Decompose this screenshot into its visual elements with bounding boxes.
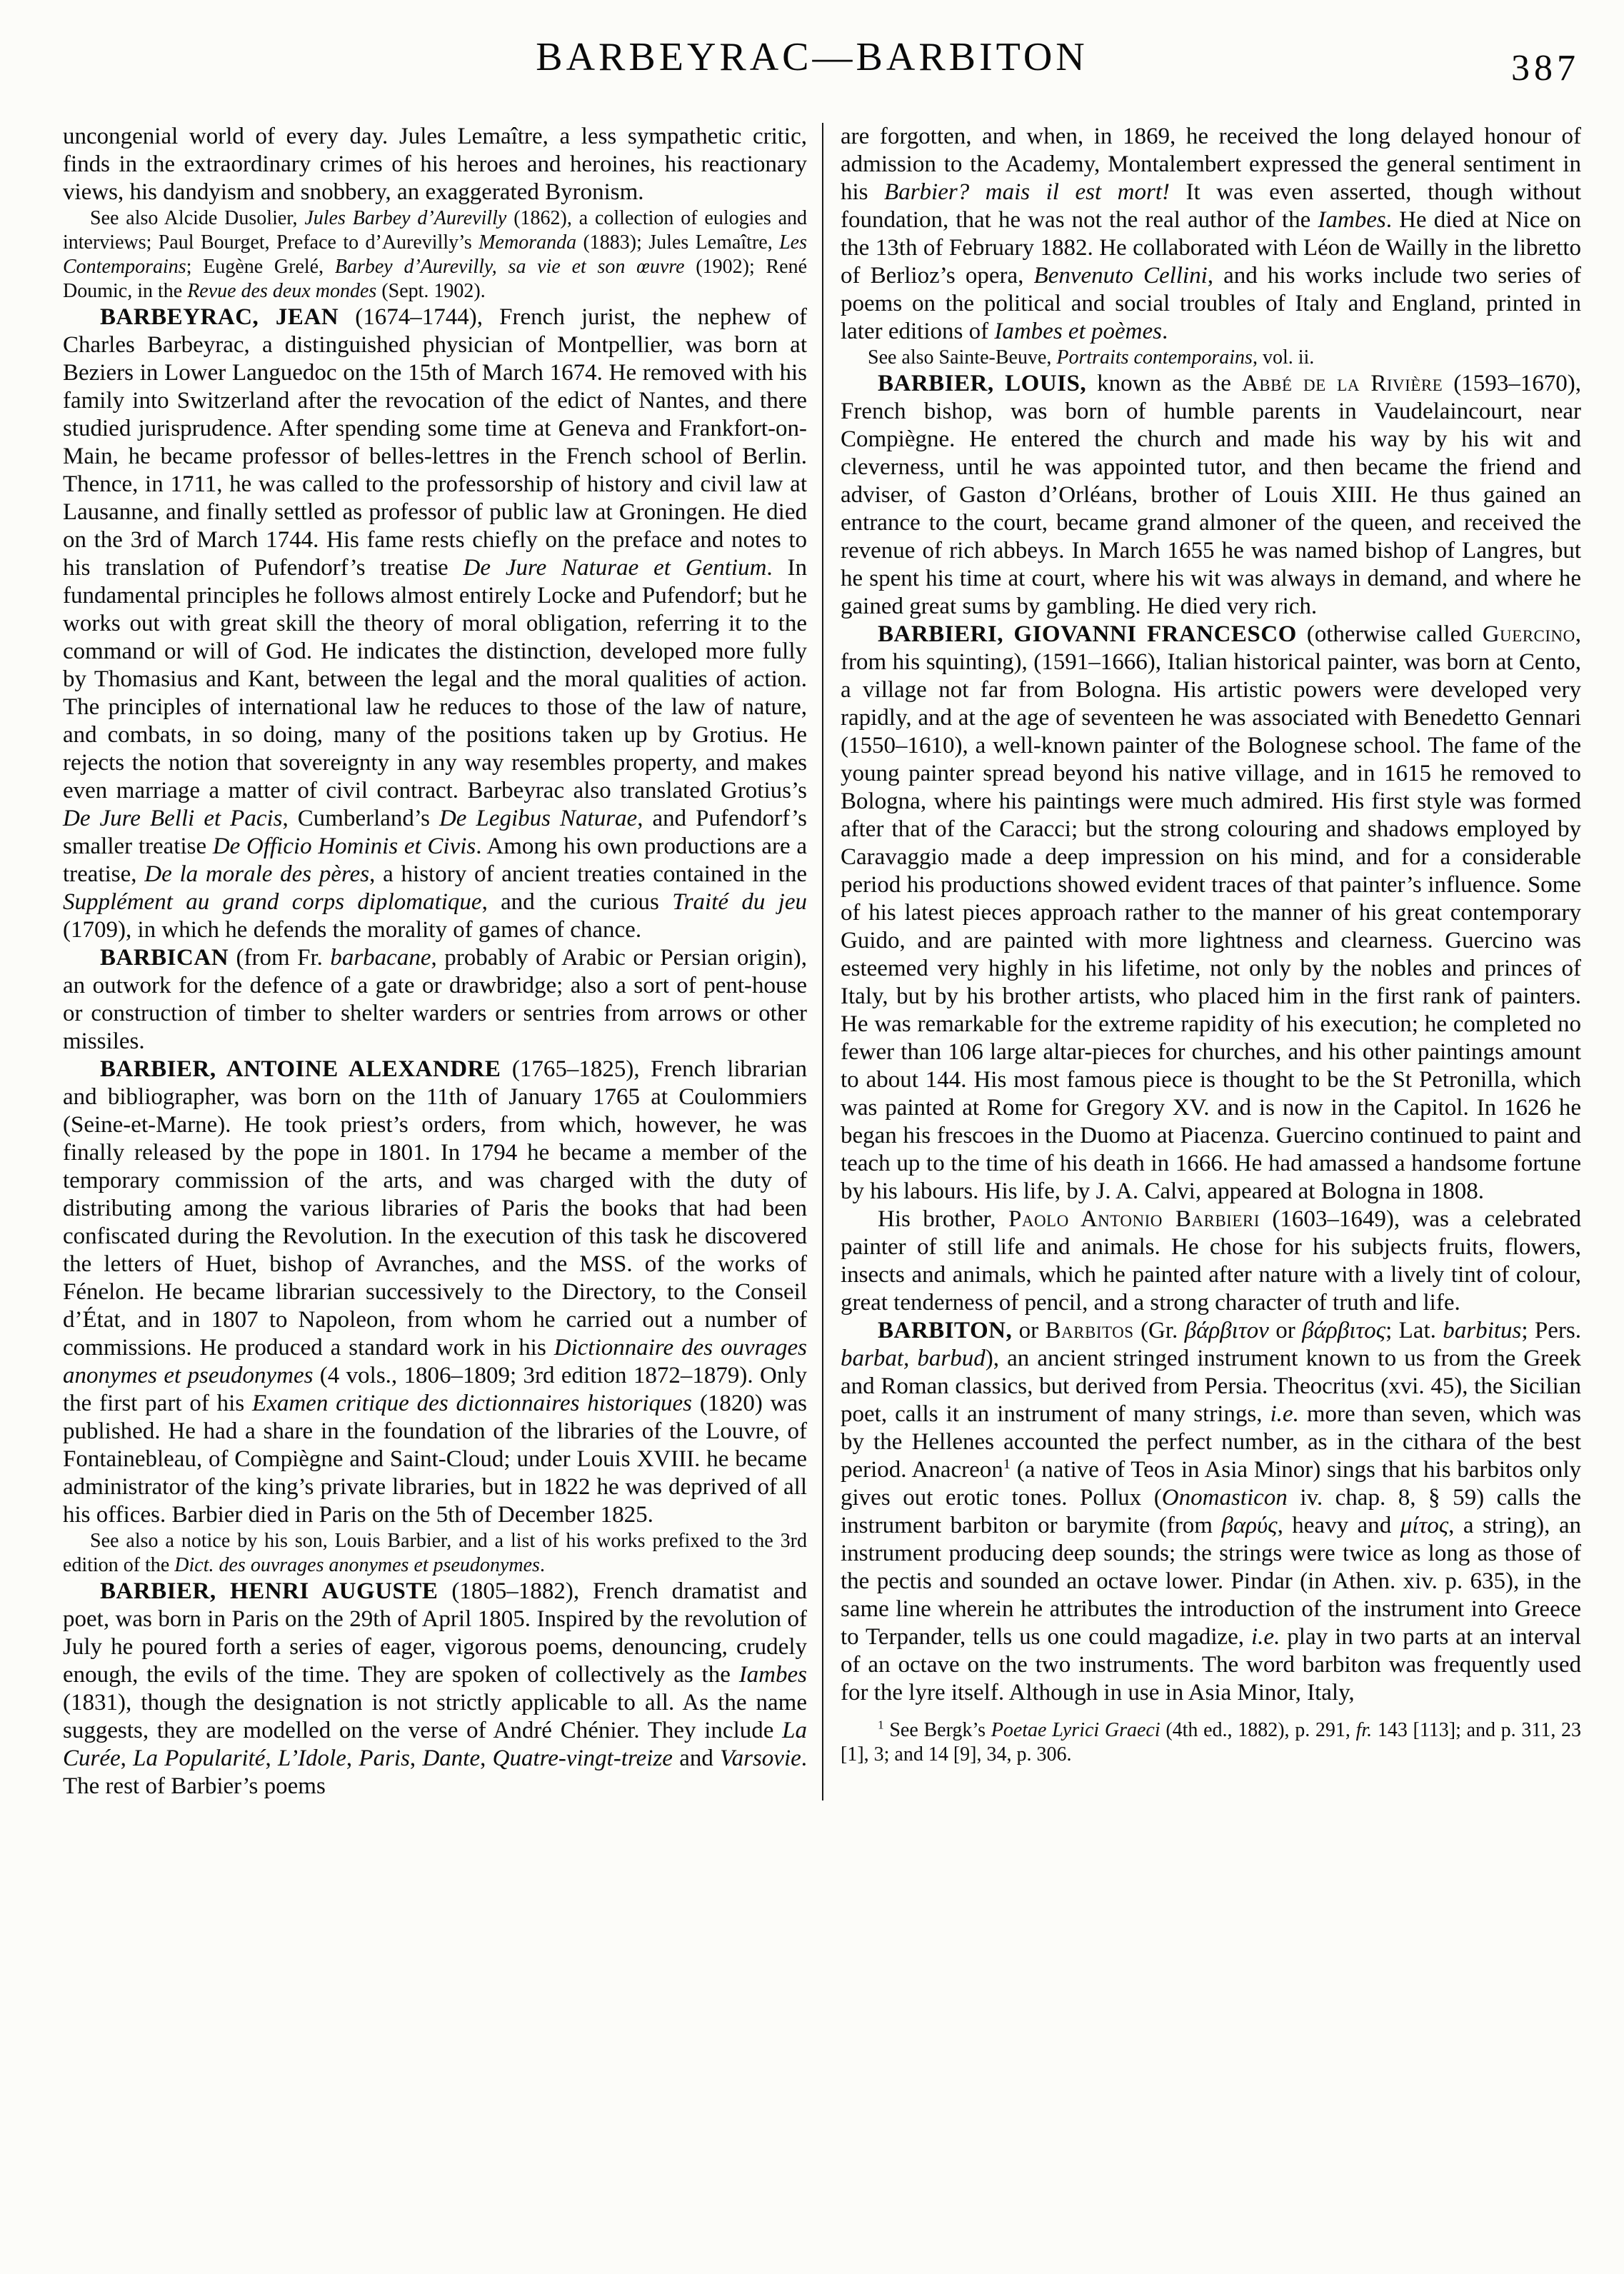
- text-segment: Dict. des ouvrages anonymes et pseudonymes: [174, 1554, 540, 1576]
- entry-barbier-louis: [841, 370, 1581, 621]
- text-segment: Barbitos: [1045, 1318, 1134, 1343]
- text-segment: (1709), in which he defends the morality of games of chance.: [63, 917, 642, 943]
- text-segment: Abbé de la Rivière: [1241, 371, 1443, 396]
- text-segment: Dictionnaire des ouvrages anonymes et pseudonymes: [63, 1335, 807, 1388]
- entry-headword: BARBICAN: [100, 945, 229, 971]
- text-segment: , and Pufendorf’s smaller treatise: [63, 806, 807, 859]
- text-segment: Memoranda: [478, 231, 577, 254]
- entry-headword: BARBITON,: [878, 1318, 1013, 1343]
- text-segment: De Legibus Naturae: [438, 806, 638, 831]
- text-segment: Revue des deux mondes: [187, 280, 377, 302]
- text-segment: De Jure Naturae et Gentium: [463, 555, 767, 581]
- text-segment: (1805–1882), French dramatist and poet, was born in Paris on the 29th of April 1805. Inspired by the revolution of July he poured forth a series of eager, vigorous poems, denouncing, crudely enough, the evils of the time. They are spoken of collectively as the: [63, 1578, 807, 1688]
- text-segment: .: [1161, 319, 1168, 344]
- text-segment: Poetae Lyrici Graeci: [991, 1719, 1161, 1741]
- entry-barbiton: [841, 1317, 1581, 1707]
- text-segment: De Officio Hominis et Civis: [212, 833, 476, 859]
- text-segment: , probably of Arabic or Persian origin), an outwork for the defence of a gate or drawbridge; also a sort of pent-house or construction of timber to shelter warders or sentries from arrows or other missiles.: [63, 945, 807, 1054]
- text-segment: See also a notice by his son, Louis Barbier, and a list of his works prefixed to the 3rd edition of the: [63, 1530, 807, 1576]
- text-segment: μίτος: [1400, 1513, 1449, 1538]
- text-segment: known as the: [1086, 371, 1242, 396]
- text-segment: Barbier? mais il est mort!: [884, 179, 1170, 205]
- text-segment: (4 vols., 1806–1809; 3rd edition 1872–1879). Only the first part of his: [63, 1363, 807, 1416]
- text-segment: ), an ancient stringed instrument known to us from the Greek and Roman classics, but derived from Persia. Theocritus (xvi. 45), the Sicilian poet, calls it an instrument of many strings,: [841, 1346, 1581, 1427]
- text-segment: La Popularité: [133, 1745, 266, 1771]
- entry-barbieri-giovanni-francesco: [841, 621, 1581, 1206]
- text-segment: (a native of Teos in Asia Minor) sings that his barbitos only gives out erotic tones. Pollux (: [841, 1457, 1581, 1511]
- text-segment: (Gr.: [1133, 1318, 1185, 1343]
- text-segment: L’Idole: [277, 1745, 346, 1771]
- text-segment: barbat, barbud: [841, 1346, 986, 1371]
- continuation-paragraph: [841, 123, 1581, 346]
- text-segment: (1765–1825), French librarian and bibliographer, was born on the 11th of January 1765 at Coulommiers (Seine-et-Marne). He took priest’s orders, from which, however, he was finally released by the pope in 1801. In 1794 he became a member of the temporary commission of the arts, and was charged with the duty of distributing among the various libraries of Paris the books that had been confiscated during the Revolution. In the execution of this task he discovered the letters of Huet, bishop of Avranches, and the MSS. of the works of Fénelon. He became librarian successively to the Directory, to the Conseil d’État, and in 1807 to Napoleon, from whom he carried out a number of commissions. He produced a standard work in his: [63, 1056, 807, 1361]
- text-segment: Benvenuto Cellini: [1033, 263, 1208, 289]
- text-segment: . He died at Nice on the 13th of February 1882. He collaborated with Léon de Wailly in the libretto of Berlioz’s opera,: [841, 207, 1581, 289]
- text-segment: La Curée: [63, 1718, 807, 1771]
- text-segment: βάρβιτον: [1184, 1318, 1269, 1343]
- text-segment: . Among his own productions are a treatise,: [63, 833, 807, 887]
- text-segment: ; Eugène Grelé,: [186, 256, 335, 278]
- text-segment: fr.: [1355, 1719, 1373, 1741]
- text-segment: 1: [1003, 1456, 1011, 1472]
- text-segment: βαρύς: [1221, 1513, 1278, 1538]
- running-title: BARBEYRAC—BARBITON: [536, 35, 1088, 79]
- text-segment: , and the curious: [481, 889, 673, 915]
- entry-headword: BARBIER, ANTOINE ALEXANDRE: [100, 1056, 501, 1082]
- text-segment: βάρβιτος: [1302, 1318, 1386, 1343]
- text-segment: (1883); Jules Lemaître,: [576, 231, 780, 254]
- bibliography-note: [841, 346, 1581, 370]
- footnote: [841, 1718, 1581, 1767]
- text-segment: Quatre-vingt-treize: [492, 1745, 673, 1771]
- text-segment: See Bergk’s: [883, 1719, 991, 1741]
- text-segment: (1831), though the designation is not strictly applicable to all. As the name suggests, they are modelled on the verse of André Chénier. They include: [63, 1690, 807, 1743]
- page-header: [0, 34, 1624, 113]
- text-segment: Paris: [359, 1745, 410, 1771]
- text-segment: ,: [346, 1745, 359, 1771]
- entry-barbier-henri-auguste: [63, 1578, 807, 1800]
- text-segment: 1: [878, 1718, 884, 1732]
- entry-headword: BARBEYRAC, JEAN: [100, 304, 339, 330]
- text-segment: Guercino: [1482, 621, 1575, 647]
- text-segment: (1603–1649), was a celebrated painter of still life and animals. He chose for his subjects fruits, flowers, insects and animals, which he painted after nature with a lively tint of colour, great tenderness of pencil, and a strong character of truth and life.: [841, 1206, 1581, 1316]
- entry-barbican: [63, 944, 807, 1056]
- text-segment: (1674–1744), French jurist, the nephew of Charles Barbeyrac, a distinguished physician of Montpellier, was born at Beziers in Lower Languedoc on the 15th of March 1674. He removed with his family into Switzerland after the revocation of the edict of Nantes, and there studied jurisprudence. After spending some time at Geneva and Frankfort-on-Main, he became professor of belles-lettres in the French school of Berlin. Thence, in 1711, he was called to the professorship of history and civil law at Lausanne, and finally settled as professor of public law at Groningen. He died on the 3rd of March 1744. His fame rests chiefly on the preface and notes to his translation of Pufendorf’s treatise: [63, 304, 807, 581]
- text-segment: , heavy and: [1277, 1513, 1400, 1538]
- text-segment: iv. chap. 8, § 59) calls the instrument barbiton or barymite (from: [841, 1485, 1581, 1538]
- entry-headword: BARBIER, LOUIS,: [878, 371, 1087, 396]
- text-segment: (1820) was published. He had a share in the foundation of the libraries of the Louvre, of Fontainebleau, of Compiègne and Saint-Cloud; under Louis XVIII. he became administrator of the king’s private libraries, but in 1822 he was deprived of all his offices. Barbier died in Paris on the 5th of December 1825.: [63, 1391, 807, 1528]
- text-segment: uncongenial world of every day. Jules Lemaître, a less sympathetic critic, finds in the extraordinary crimes of his heroes and heroines, his reactionary views, his dandyism and snobbery, an exaggerated Byronism.: [63, 124, 807, 205]
- text-segment: .: [539, 1554, 545, 1576]
- text-segment: Iambes: [1318, 207, 1386, 233]
- bibliography-note: [63, 1529, 807, 1578]
- text-segment: , a history of ancient treaties contained in the: [369, 861, 807, 887]
- text-segment: . The rest of Barbier’s poems: [63, 1745, 808, 1799]
- text-segment: i.e.: [1251, 1624, 1280, 1650]
- text-segment: ,: [265, 1745, 278, 1771]
- text-segment: Examen critique des dictionnaires historiques: [252, 1391, 692, 1416]
- text-segment: Onomasticon: [1161, 1485, 1288, 1511]
- text-segment: , and his works include two series of poems on the political and social troubles of Italy and England, printed in later editions of: [841, 263, 1581, 344]
- entry-barbier-antoine-alexandre: [63, 1056, 807, 1529]
- text-segment: , Cumberland’s: [282, 806, 439, 831]
- entry-headword: BARBIERI, GIOVANNI FRANCESCO: [878, 621, 1297, 647]
- text-segment: play in two parts at an interval of an octave on the two instruments. The word barbiton was frequently used for the lyre itself. Although in use in Asia Minor, Italy,: [841, 1624, 1581, 1706]
- text-segment: Traité du jeu: [672, 889, 807, 915]
- left-column: [63, 123, 807, 1800]
- text-segment: Dante: [422, 1745, 481, 1771]
- text-segment: (4th ed., 1882), p. 291,: [1160, 1719, 1356, 1741]
- bibliography-note: [63, 206, 807, 304]
- text-segment: . In fundamental principles he follows almost entirely Locke and Pufendorf; but he works out with great skill the theory of moral obligation, referring it to the command or will of God. He indicates the distinction, developed more fully by Thomasius and Kant, between the legal and the moral qualities of action. The principles of international law he reduces to those of the law of nature, and combats, in so doing, many of the positions taken up by Grotius. He rejects the notion that sovereignty in any way resembles property, and makes even marriage a matter of civil contract. Barbeyrac also translated Grotius’s: [63, 555, 807, 803]
- text-segment: or: [1268, 1318, 1303, 1343]
- entry-barbeyrac-jean: [63, 304, 807, 944]
- text-segment: Portraits contemporains: [1056, 346, 1253, 369]
- text-segment: more than seven, which was by the Hellenes accounted the perfect number, as in the cithara of the best period. Anacreon: [841, 1401, 1581, 1483]
- text-segment: Varsovie: [720, 1745, 801, 1771]
- column-divider: [822, 123, 823, 1800]
- text-segment: ,: [120, 1745, 134, 1771]
- paragraph-paolo-antonio-barbieri: [841, 1206, 1581, 1317]
- text-segment: ; Lat.: [1385, 1318, 1443, 1343]
- text-segment: i.e.: [1270, 1401, 1299, 1427]
- text-segment: De la morale des pères: [144, 861, 370, 887]
- text-segment: Iambes: [738, 1662, 807, 1688]
- text-segment: Jules Barbey d’Aurevilly: [304, 207, 507, 229]
- text-columns: [63, 123, 1581, 1800]
- entry-headword: BARBIER, HENRI AUGUSTE: [100, 1578, 438, 1604]
- text-segment: His brother,: [878, 1206, 1008, 1232]
- right-column: [841, 123, 1581, 1800]
- text-segment: Barbey d’Aurevilly, sa vie et son œuvre: [334, 256, 685, 278]
- text-segment: See also Sainte-Beuve,: [868, 346, 1057, 369]
- continuation-paragraph: [63, 123, 807, 206]
- text-segment: De Jure Belli et Pacis: [63, 806, 283, 831]
- text-segment: and: [672, 1745, 721, 1771]
- text-segment: , a string), an instrument producing deep sounds; the strings were twice as long as those of the pectis and sounded an octave lower. Pindar (in Athen. xiv. p. 635), in the same line wherein he attributes the introduction of the instrument into Greece to Terpander, tells us one could magadize,: [841, 1513, 1581, 1650]
- text-segment: It was even asserted, though without foundation, that he was not the real author of the: [841, 179, 1581, 233]
- text-segment: , from his squinting), (1591–1666), Italian historical painter, was born at Cento, a village not far from Bologna. His artistic powers were developed very rapidly, and at the age of seventeen he was associated with Benedetto Gennari (1550–1610), a well-known painter of the Bolognese school. The fame of the young painter spread beyond his native village, and in 1615 he removed to Bologna, where his paintings were much admired. His first style was formed after that of the Caracci; but the strong colouring and shadows employed by Caravaggio made a deep impression on his mind, and for a considerable period his productions showed evident traces of that painter’s influence. Some of his latest pieces approach rather to the manner of his great contemporary Guido, and are painted with more lightness and clearness. Guercino was esteemed very highly in his lifetime, not only by the nobles and princes of Italy, but by his brother artists, who placed him in the first rank of painters. He was remarkable for the extreme rapidity of his execution; he completed no fewer than 106 large altar-pieces for churches, and his other paintings amount to about 144. His most famous piece is thought to be the St Petronilla, which was painted at Rome for Gregory XV. and is now in the Capitol. In 1626 he began his frescoes in the Duomo at Piacenza. Guercino continued to paint and teach up to the time of his death in 1666. He had amassed a handsome fortune by his labours. His life, by J. A. Calvi, appeared at Bologna in 1808.: [841, 621, 1582, 1204]
- page-number: 387: [1511, 48, 1580, 89]
- text-segment: (1902); René Doumic, in the: [63, 256, 807, 302]
- text-segment: or: [1012, 1318, 1046, 1343]
- text-segment: (1593–1670), French bishop, was born of humble parents in Vaudelaincourt, near Compiègne. He entered the church and made his way by his wit and cleverness, until he was appointed tutor, and then became the friend and adviser, of Gaston d’Orléans, brother of Louis XIII. He thus gained an entrance to the court, became grand almoner of the queen, and received the revenue of rich abbeys. In March 1655 he was named bishop of Langres, but he spent his time at court, where his wit was always in demand, and where he gained great sums by gambling. He died very rich.: [841, 371, 1581, 619]
- text-segment: barbacane: [330, 945, 431, 971]
- text-segment: 143 [113]; and p. 311, 23 [1], 3; and 14 [9], 34, p. 306.: [841, 1719, 1581, 1765]
- text-segment: (Sept. 1902).: [376, 280, 486, 302]
- text-segment: See also Alcide Dusolier,: [90, 207, 305, 229]
- text-segment: ,: [480, 1745, 493, 1771]
- text-segment: Iambes et poèmes: [994, 319, 1162, 344]
- text-segment: barbitus: [1443, 1318, 1522, 1343]
- text-segment: Paolo Antonio Barbieri: [1008, 1206, 1260, 1232]
- text-segment: Supplément au grand corps diplomatique: [63, 889, 482, 915]
- text-segment: ,: [409, 1745, 423, 1771]
- text-segment: (1862), a collection of eulogies and interviews; Paul Bourget, Preface to d’Aurevilly’s: [63, 207, 807, 254]
- text-segment: ; Pers.: [1521, 1318, 1581, 1343]
- text-segment: , vol. ii.: [1252, 346, 1315, 369]
- text-segment: Les Contemporains: [63, 231, 808, 278]
- text-segment: (otherwise called: [1296, 621, 1483, 647]
- text-segment: (from Fr.: [229, 945, 331, 971]
- text-segment: are forgotten, and when, in 1869, he received the long delayed honour of admission to the Academy, Montalembert expressed the general sentiment in his: [841, 124, 1581, 205]
